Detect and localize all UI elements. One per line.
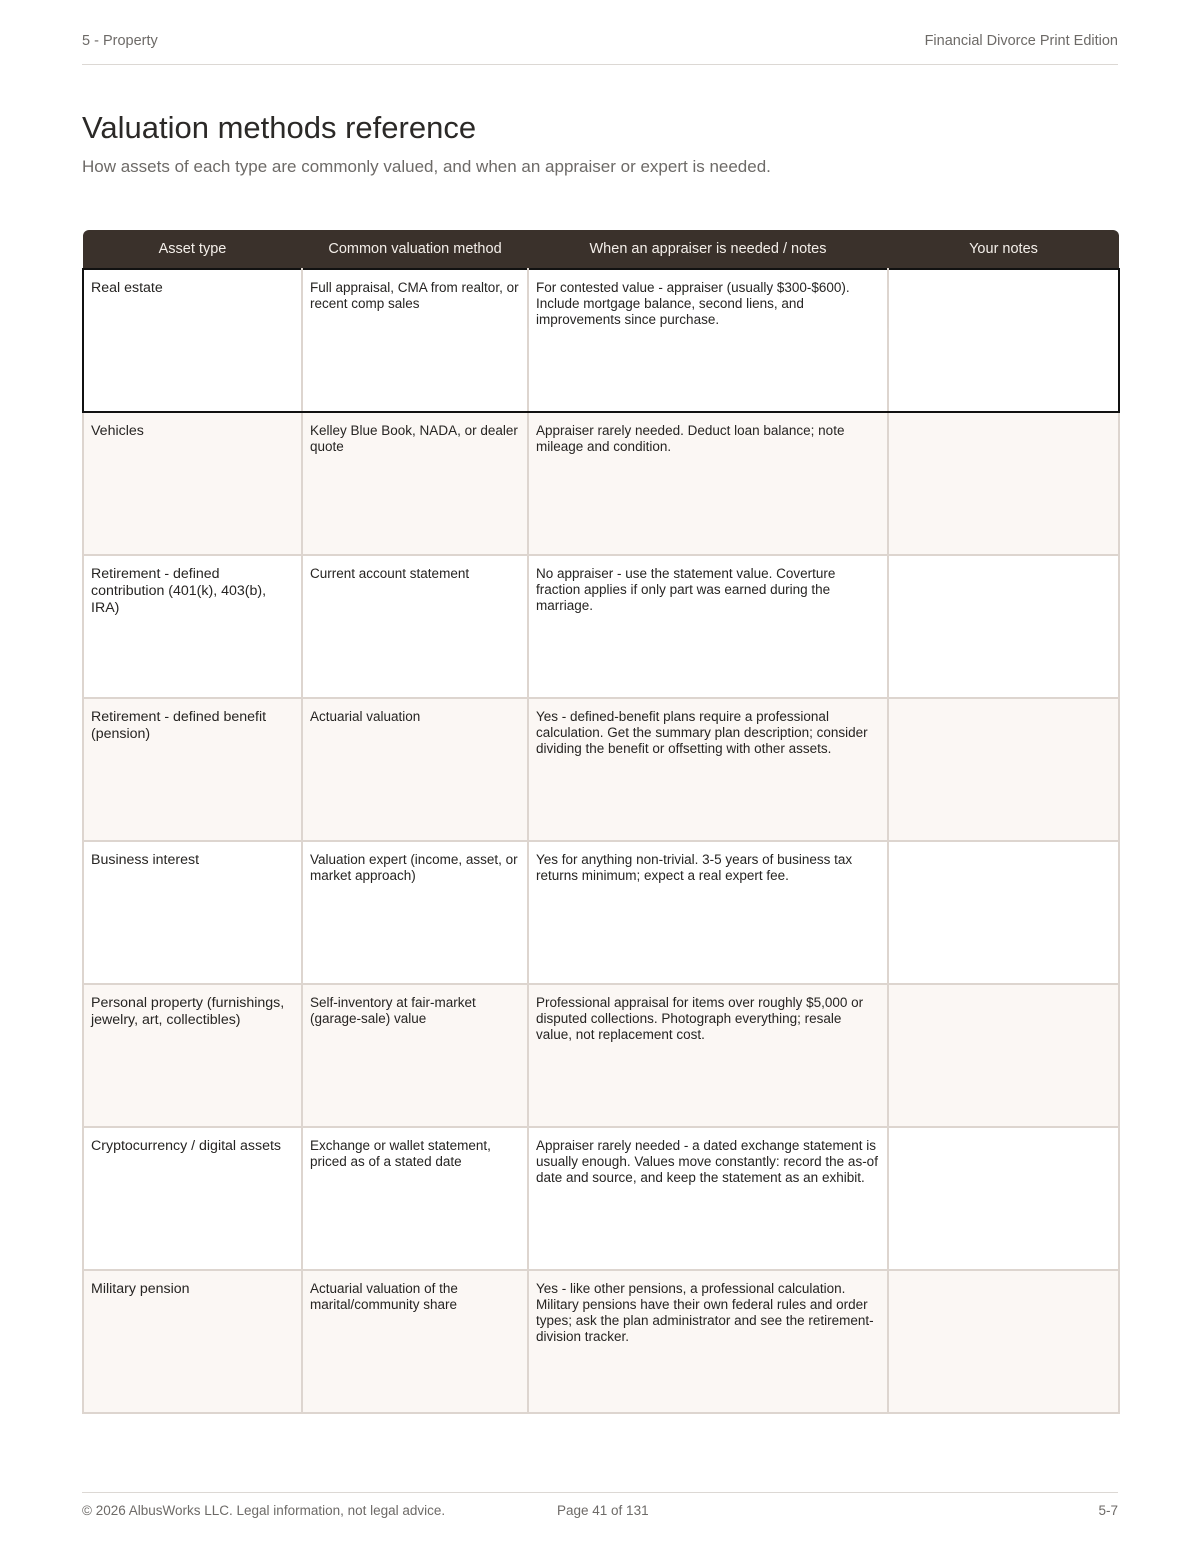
asset-type-cell: Military pension [83,1270,302,1413]
your-notes-cell[interactable] [888,984,1119,1127]
copyright-notice: © 2026 AlbusWorks LLC. Legal information, not legal advice. [82,1503,446,1518]
valuation-method-cell: Self-inventory at fair-market (garage-sale) value [302,984,528,1127]
asset-type-cell: Retirement - defined contribution (401(k), 403(b), IRA) [83,555,302,698]
valuation-table [82,230,1118,1414]
table-row [83,841,1119,984]
asset-type-cell: Business interest [83,841,302,984]
appraiser-notes-cell: Yes - like other pensions, a professional calculation. Military pensions have their own federal rules and order types; ask the plan administrator and see the retirement-division tracker. [528,1270,888,1413]
page-subtitle: How assets of each type are commonly valued, and when an appraiser or expert is needed. [82,157,771,176]
column-header-your-notes: Your notes [888,230,1119,269]
asset-type-cell: Real estate [83,269,302,412]
valuation-method-cell: Valuation expert (income, asset, or market approach) [302,841,528,984]
column-header-valuation-method: Common valuation method [302,230,528,269]
your-notes-cell[interactable] [888,555,1119,698]
appraiser-notes-cell: Yes - defined-benefit plans require a professional calculation. Get the summary plan description; consider dividing the benefit or offsetting with other assets. [528,698,888,841]
table-row [83,984,1119,1127]
table-row [83,698,1119,841]
column-header-asset-type: Asset type [83,230,302,269]
table-row [83,269,1119,412]
table-row [83,1127,1119,1270]
table-header-row [83,230,1119,269]
table-row [83,1270,1119,1413]
appraiser-notes-cell: Professional appraisal for items over roughly $5,000 or disputed collections. Photograph everything; resale value, not replacement cost. [528,984,888,1127]
table-row [83,555,1119,698]
asset-type-cell: Cryptocurrency / digital assets [83,1127,302,1270]
appraiser-notes-cell: For contested value - appraiser (usually $300-$600). Include mortgage balance, second liens, and improvements since purchase. [528,269,888,412]
valuation-method-cell: Actuarial valuation [302,698,528,841]
asset-type-cell: Vehicles [83,412,302,555]
your-notes-cell[interactable] [888,841,1119,984]
running-header [82,33,1118,65]
your-notes-cell[interactable] [888,1127,1119,1270]
section-label: 5 - Property [82,33,158,49]
your-notes-cell[interactable] [888,1270,1119,1413]
asset-type-cell: Retirement - defined benefit (pension) [83,698,302,841]
edition-label: Financial Divorce Print Edition [924,33,1118,49]
page-title: Valuation methods reference [82,110,477,145]
valuation-method-cell: Actuarial valuation of the marital/community share [302,1270,528,1413]
valuation-method-cell: Current account statement [302,555,528,698]
appraiser-notes-cell: Appraiser rarely needed. Deduct loan balance; note mileage and condition. [528,412,888,555]
column-header-appraiser-notes: When an appraiser is needed / notes [528,230,888,269]
valuation-method-cell: Full appraisal, CMA from realtor, or recent comp sales [302,269,528,412]
appraiser-notes-cell: Yes for anything non-trivial. 3-5 years of business tax returns minimum; expect a real expert fee. [528,841,888,984]
page-number: Page 41 of 131 [557,1503,649,1518]
table-row [83,412,1119,555]
page-footer [82,1492,1118,1523]
valuation-method-cell: Kelley Blue Book, NADA, or dealer quote [302,412,528,555]
your-notes-cell[interactable] [888,698,1119,841]
asset-type-cell: Personal property (furnishings, jewelry, art, collectibles) [83,984,302,1127]
your-notes-cell[interactable] [888,412,1119,555]
appraiser-notes-cell: Appraiser rarely needed - a dated exchange statement is usually enough. Values move constantly: record the as-of date and source, and keep the statement as an exhibit. [528,1127,888,1270]
section-page-number: 5-7 [1098,1503,1118,1518]
valuation-method-cell: Exchange or wallet statement, priced as of a stated date [302,1127,528,1270]
appraiser-notes-cell: No appraiser - use the statement value. Coverture fraction applies if only part was earned during the marriage. [528,555,888,698]
your-notes-cell[interactable] [888,269,1119,412]
